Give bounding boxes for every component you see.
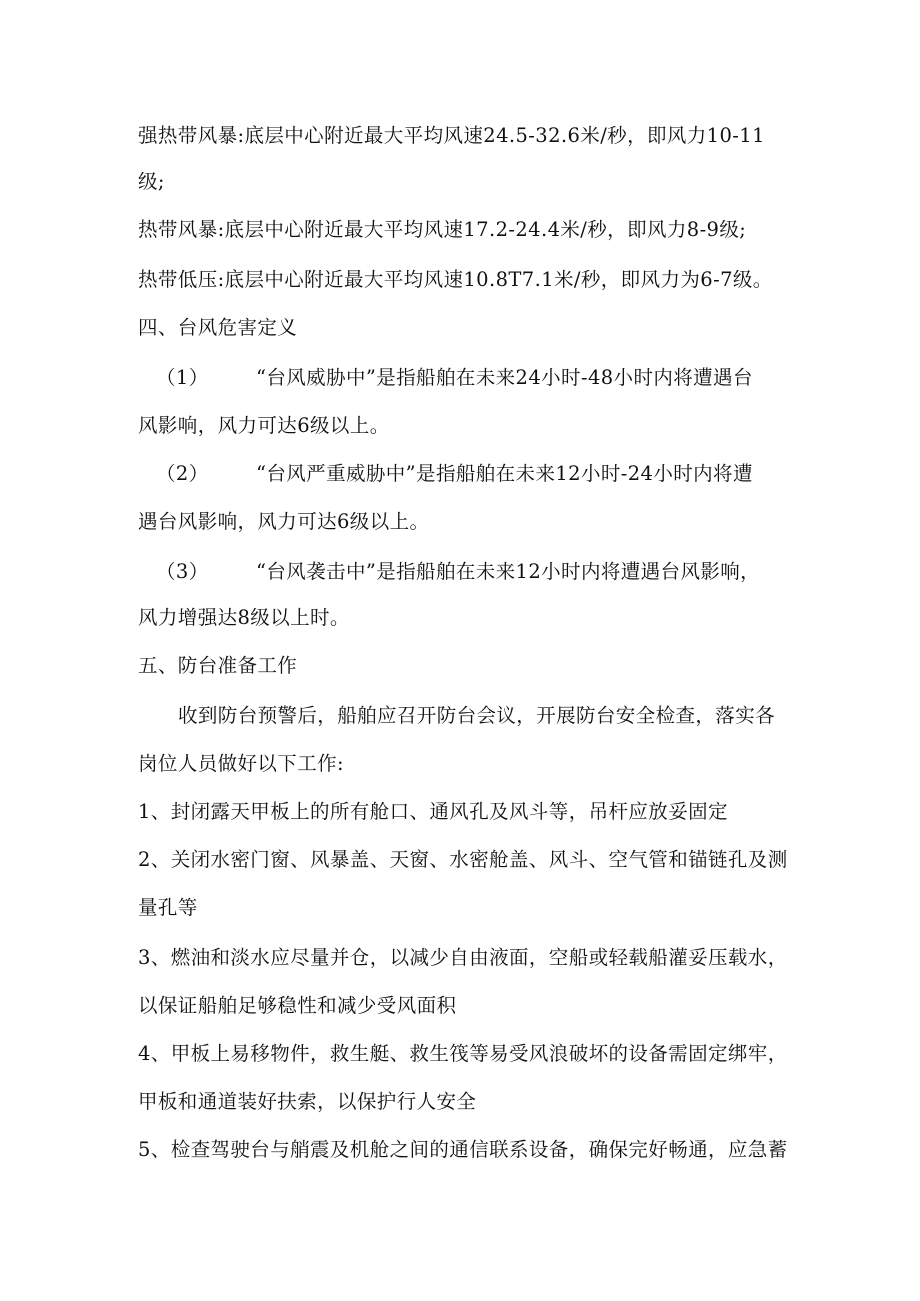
step-1: 1、封闭露天甲板上的所有舱口、通风孔及风斗等，吊杆应放妥固定: [138, 800, 728, 823]
step-5: 5、检查驾驶台与艄震及机舱之间的通信联系设备，确保完好畅通，应急蓄: [138, 1138, 788, 1161]
list-item-text: “台风威胁中”是指船舶在未来24小时-48小时内将遭遇台: [256, 366, 753, 389]
list-item-number: （3）: [156, 560, 209, 583]
section-heading-4: 四、台风危害定义: [138, 316, 298, 339]
step-2-cont: 量孔等: [138, 896, 198, 919]
step-3: 3、燃油和淡水应尽量并仓，以减少自由液面，空船或轻载船灌妥压载水，: [138, 946, 788, 969]
paragraph-intro: 收到防台预警后，船舶应召开防台会议，开展防台安全检查，落实各: [178, 704, 776, 727]
section-heading-5: 五、防台准备工作: [138, 654, 298, 677]
text-line-tropical-storm-strong: 强热带风暴:底层中心附近最大平均风速24.5-32.6米/秒，即风力10-11: [138, 124, 765, 147]
paragraph-intro-cont: 岗位人员做好以下工作:: [138, 752, 344, 775]
step-3-cont: 以保证船舶足够稳性和减少受风面积: [138, 994, 457, 1017]
list-item-number: （1）: [156, 366, 209, 389]
text-line-tropical-storm: 热带风暴:底层中心附近最大平均风速17.2-24.4米/秒，即风力8-9级;: [138, 218, 747, 241]
list-item-text: “台风袭击中”是指船舶在未来12小时内将遭遇台风影响，: [256, 560, 761, 583]
list-item-text: “台风严重威胁中”是指船舶在未来12小时-24小时内将遭: [256, 462, 753, 485]
list-item-3: [156, 560, 760, 584]
list-item-1-cont: 风影响，风力可达6级以上。: [138, 414, 390, 437]
step-2: 2、关闭水密门窗、风暴盖、天窗、水密舱盖、风斗、空气管和锚链孔及测: [138, 848, 788, 871]
list-item-3-cont: 风力增强达8级以上时。: [138, 606, 350, 629]
step-4: 4、甲板上易移物件，救生艇、救生筏等易受风浪破坏的设备需固定绑牢，: [138, 1042, 788, 1065]
text-line-tropical-storm-strong-cont: 级;: [138, 170, 165, 193]
list-item-1: [156, 366, 753, 390]
list-item-2: [156, 462, 753, 486]
step-4-cont: 甲板和通道装好扶索，以保护行人安全: [138, 1090, 477, 1113]
text-line-tropical-depression: 热带低压:底层中心附近最大平均风速10.8T7.1米/秒，即风力为6-7级。: [138, 268, 773, 291]
list-item-number: （2）: [156, 462, 209, 485]
list-item-2-cont: 遇台风影响，风力可达6级以上。: [138, 510, 430, 533]
